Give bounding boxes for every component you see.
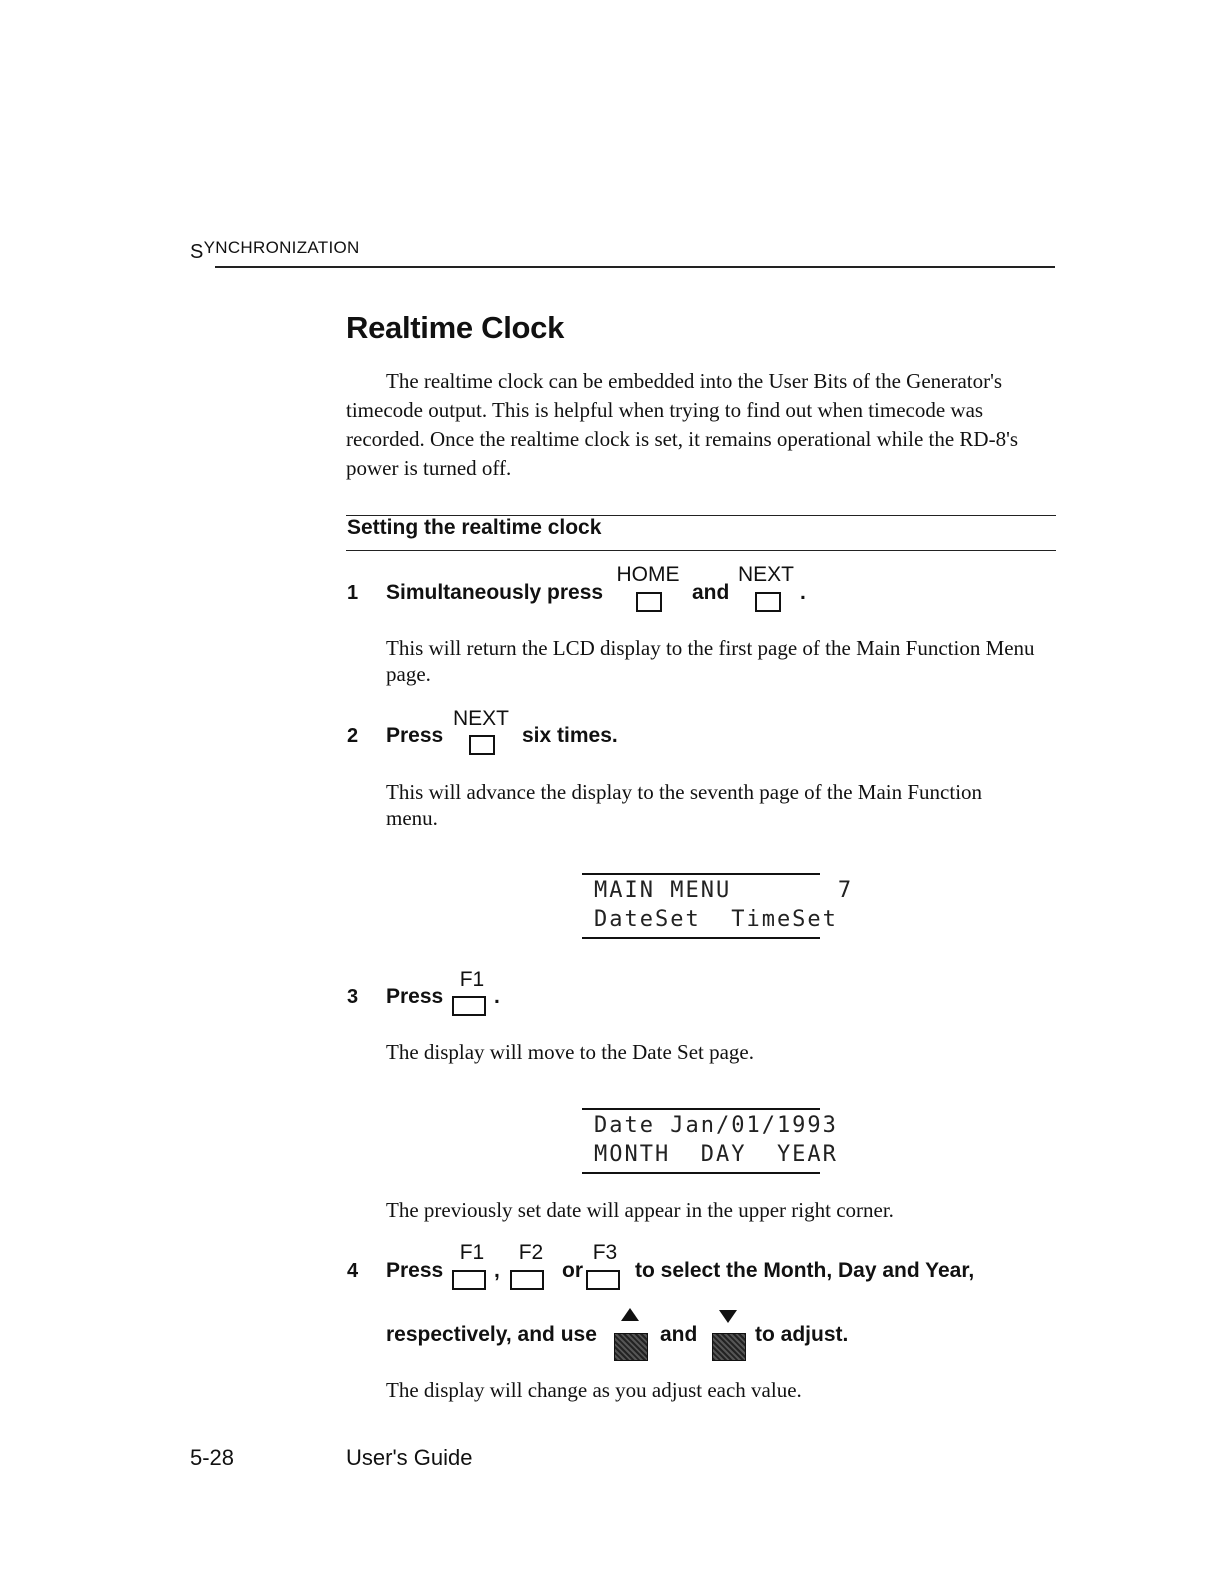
step-3-f1-key-label: F1 [459,968,485,991]
step-2-description: This will advance the display to the seventh page of the Main Function menu. [386,780,983,830]
step-1-next-key-label: NEXT [737,563,794,586]
step-4-text: Press [386,1259,444,1282]
lcd-date-set-line-2: MONTH DAY YEAR [594,1142,838,1167]
step-4-f3-key-label: F3 [592,1241,618,1264]
up-arrow-icon [621,1308,639,1321]
step-4-f2-key-label: F2 [518,1241,544,1264]
step-1-home-key-label: HOME [616,563,680,586]
lcd-main-menu [582,873,854,939]
f2-key-icon [510,1270,544,1290]
intro-paragraph: The realtime clock can be embedded into the User Bits of the Generator's timecode output. This is helpful when trying to find out when timecode was recorded. Once the realtime clock is set, it remains operational while the RD-8's power is turned off. [346,369,1019,480]
step-4-description: The display will change as you adjust each value. [386,1378,802,1402]
lcd-main-menu-line-2: DateSet TimeSet [594,907,838,932]
lcd-main-menu-line-1: MAIN MENU 7 [594,878,854,903]
section-header [190,236,360,263]
footer-title: User's Guide [346,1445,473,1470]
section-header-rest: YNCHRONIZATION [203,238,360,257]
page-number: 5-28 [190,1445,235,1470]
step-4-f1-key-label: F1 [459,1241,485,1264]
section-header-initial: S [190,241,204,263]
step-4-use-text: respectively, and use [386,1323,597,1346]
down-arrow-icon [719,1310,737,1323]
step-3-text: Press [386,985,444,1008]
f1-key-icon [452,1270,486,1290]
step-2-number: 2 [347,725,359,747]
step-2-text: Press [386,724,444,747]
step-2-six-times: six times. [522,724,618,747]
step-1-and: and [692,581,730,604]
step-2-next-key-label: NEXT [452,707,509,730]
down-key-icon [712,1333,746,1361]
step-3-description: The display will move to the Date Set page. [386,1040,754,1064]
step-1-period: . [800,581,806,604]
page-title: Realtime Clock [346,310,565,345]
subsection-heading: Setting the realtime clock [347,516,602,539]
step-4-select-text: to select the Month, Day and Year, [635,1259,975,1282]
step-1-description: This will return the LCD display to the first page of the Main Function Menu page. [386,636,1035,686]
step-3-number: 3 [347,986,359,1008]
f3-key-icon [586,1270,620,1290]
f1-key-icon [452,996,486,1016]
step-4-and: and [660,1323,698,1346]
next-key-icon [469,735,495,755]
step-4-or: or [562,1259,583,1282]
step-3-period: . [494,985,500,1008]
step-4-comma: , [494,1259,500,1282]
subsection-rule-bottom [346,550,1056,551]
home-key-icon [636,592,662,612]
header-rule [215,266,1055,268]
up-key-icon [614,1333,648,1361]
next-key-icon [755,592,781,612]
step-4-number: 4 [347,1260,359,1282]
lcd-date-set [582,1108,838,1174]
step-1-number: 1 [347,582,359,604]
previous-date-note: The previously set date will appear in the upper right corner. [386,1198,894,1222]
step-1-text: Simultaneously press [386,581,604,604]
step-4-adjust-text: to adjust. [755,1323,849,1346]
lcd-date-set-line-1: Date Jan/01/1993 [594,1113,838,1138]
